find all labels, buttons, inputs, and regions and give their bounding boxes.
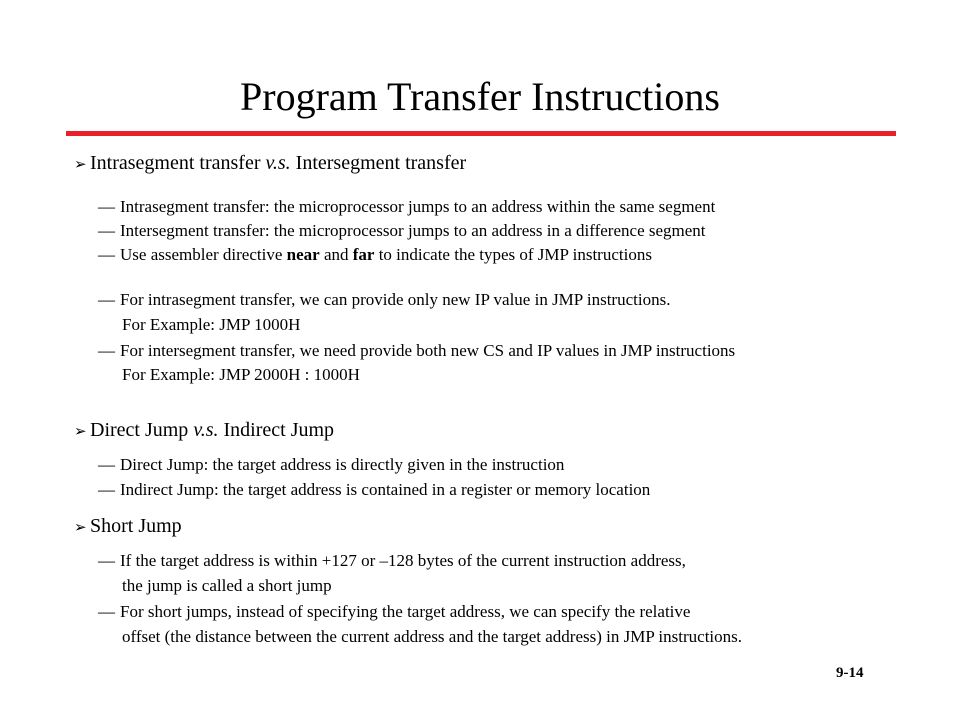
heading-vs: v.s.	[265, 152, 291, 174]
dash-marker: —	[98, 480, 115, 499]
dash-marker: —	[98, 290, 115, 309]
list-item	[98, 196, 715, 218]
list-item-text: For short jumps, instead of specifying the target address, we can specify the relative	[120, 602, 691, 621]
list-item-text: to indicate the types of JMP instructions	[374, 245, 652, 264]
heading-text: Intersegment transfer	[290, 152, 467, 174]
list-item	[98, 220, 706, 242]
arrow-bullet-icon: ➢	[74, 155, 87, 173]
dash-marker: —	[98, 197, 115, 216]
section-heading-intra-inter	[74, 151, 466, 176]
slide-title: Program Transfer Instructions	[240, 74, 720, 119]
list-item	[98, 244, 652, 266]
list-item-continuation: For Example: JMP 2000H : 1000H	[122, 365, 360, 384]
list-item-continuation: the jump is called a short jump	[122, 576, 332, 595]
dash-marker: —	[98, 551, 115, 570]
list-item	[98, 289, 670, 311]
list-item-text: For intersegment transfer, we need provide both new CS and IP values in JMP instructions	[120, 341, 736, 360]
list-item	[98, 550, 686, 572]
arrow-bullet-icon: ➢	[74, 518, 87, 536]
list-item-text: If the target address is within +127 or –128 bytes of the current instruction address,	[120, 551, 686, 570]
list-item-text: For intrasegment transfer, we can provide only new IP value in JMP instructions.	[120, 290, 671, 309]
list-item-text: Intersegment transfer: the microprocessor jumps to an address in a difference segment	[120, 221, 706, 240]
dash-marker: —	[98, 245, 115, 264]
arrow-bullet-icon: ➢	[74, 422, 87, 440]
keyword-near: near	[286, 245, 320, 264]
dash-marker: —	[98, 602, 115, 621]
heading-vs: v.s.	[193, 419, 219, 441]
title-underline	[66, 131, 896, 136]
dash-marker: —	[98, 221, 115, 240]
list-item-text: Indirect Jump: the target address is contained in a register or memory location	[120, 480, 651, 499]
heading-text: Intrasegment transfer	[90, 152, 266, 174]
list-item	[98, 454, 564, 476]
list-item-text: Direct Jump: the target address is directly given in the instruction	[120, 455, 565, 474]
list-item	[98, 340, 735, 362]
list-item	[98, 479, 650, 501]
dash-marker: —	[98, 455, 115, 474]
list-item-continuation: offset (the distance between the current address and the target address) in JMP instructions.	[122, 627, 743, 646]
heading-text: Short Jump	[90, 515, 182, 537]
list-item	[98, 601, 690, 623]
page-number: 9-14	[836, 665, 864, 681]
list-item-text: and	[319, 245, 353, 264]
section-heading-direct-indirect	[74, 418, 334, 443]
list-item-text: Use assembler directive	[120, 245, 287, 264]
keyword-far: far	[352, 245, 375, 264]
heading-text: Indirect Jump	[218, 419, 335, 441]
list-item-text: Intrasegment transfer: the microprocessor jumps to an address within the same segment	[120, 197, 716, 216]
heading-text: Direct Jump	[90, 419, 194, 441]
list-item-continuation: For Example: JMP 1000H	[122, 315, 301, 334]
section-heading-short-jump	[74, 514, 182, 539]
dash-marker: —	[98, 341, 115, 360]
